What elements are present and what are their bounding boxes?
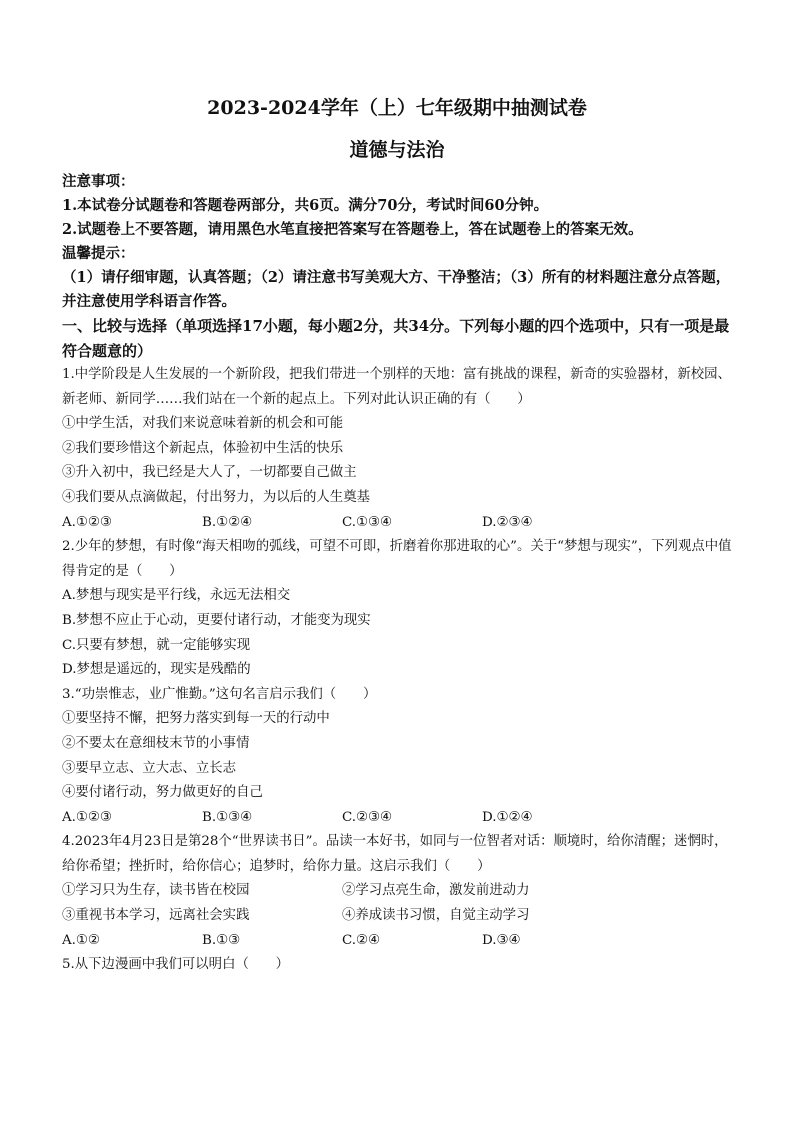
option-c: C.②④ (342, 932, 381, 948)
exam-title: 2023-2024学年（上）七年级期中抽测试卷 (207, 97, 587, 119)
question-1-statement: ③升入初中，我已经是大人了，一切都要自己做主 (62, 465, 357, 481)
option-d: D.①②④ (482, 809, 533, 825)
option-a: A.梦想与现实是平行线，永远无法相交 (62, 588, 291, 604)
option-b: B.①③ (202, 932, 241, 948)
question-4-statements (62, 879, 732, 928)
question-3-statement: ③要早立志、立大志、立长志 (62, 760, 237, 776)
question-5-stem: 5.从下边漫画中我们可以明白（ ） (62, 957, 290, 973)
option-b: B.梦想不应止于心动，更要付诸行动，才能变为现实 (62, 612, 371, 628)
question-1-stem: 1.中学阶段是人生发展的一个新阶段，把我们带进一个别样的天地：富有挑战的课程，新奇的实验器材，新校园、新老师、新同学……我们站在一个新的起点上。下列对此认识正确的有（ ） (62, 367, 731, 407)
subject-title: 道德与法治 (349, 139, 445, 161)
tips-heading: 温馨提示： (62, 245, 135, 262)
option-a: A.①②③ (62, 514, 112, 530)
section-heading: 一、比较与选择（单项选择17小题，每小题2分，共34分。下列每小题的四个选项中，只有一项是最符合题意的） (62, 317, 730, 360)
note-item: 2.试题卷上不要答题，请用黑色水笔直接把答案写在答题卷上，答在试题卷上的答案无效。 (62, 221, 643, 238)
note-item: 1.本试卷分试题卷和答题卷两部分，共6页。满分70分，考试时间60分钟。 (62, 197, 549, 214)
question-4-statement: ①学习只为生存，读书皆在校园 (62, 883, 250, 899)
question-3-statement: ④要付诸行动，努力做更好的自己 (62, 785, 263, 801)
option-c: C.②③④ (342, 809, 393, 825)
option-b: B.①③④ (202, 809, 253, 825)
option-d: D.梦想是遥远的，现实是残酷的 (62, 662, 251, 678)
question-3-options (62, 806, 732, 831)
question-4-statement: ②学习点亮生命，激发前进动力 (342, 883, 530, 899)
question-2-stem: 2.少年的梦想，有时像“海天相吻的弧线，可望不可即，折磨着你那进取的心”。关于“梦想与现实”，下列观点中值得肯定的是（ ） (62, 539, 732, 579)
question-1-statement: ②我们要珍惜这个新起点，体验初中生活的快乐 (62, 440, 344, 456)
tips-text: （1）请仔细审题，认真答题；（2）请注意书写美观大方、干净整洁；（3）所有的材料题注意分点答题，并注意使用学科语言作答。 (62, 269, 731, 310)
option-c: C.①③④ (342, 514, 393, 530)
question-4-stem: 4.2023年4月23日是第28个“世界读书日”。品读一本好书，如同与一位智者对话：顺境时，给你清醒；迷惘时，给你希望；挫折时，给你信心；追梦时，给你力量。这启示我们（ ） (62, 834, 728, 874)
option-c: C.只要有梦想，就一定能够实现 (62, 637, 251, 653)
question-4-statement: ③重视书本学习，远离社会实践 (62, 908, 250, 924)
question-3-statement: ①要坚持不懈，把努力落实到每一天的行动中 (62, 711, 330, 727)
question-3-statement: ②不要太在意细枝末节的小事情 (62, 735, 250, 751)
option-a: A.①② (62, 932, 100, 948)
option-d: D.③④ (482, 932, 521, 948)
option-a: A.①②③ (62, 809, 112, 825)
question-1-statement: ①中学生活，对我们来说意味着新的机会和可能 (62, 416, 344, 432)
question-4-options (62, 929, 732, 954)
option-b: B.①②④ (202, 514, 253, 530)
question-1-statement: ④我们要从点滴做起，付出努力，为以后的人生奠基 (62, 489, 370, 505)
question-1-options (62, 511, 732, 536)
question-4-statement: ④养成读书习惯，自觉主动学习 (342, 908, 530, 924)
question-3-stem: 3.“功崇惟志，业广惟勤。”这句名言启示我们（ ） (62, 686, 377, 702)
option-d: D.②③④ (482, 514, 533, 530)
notes-heading: 注意事项： (62, 173, 135, 190)
